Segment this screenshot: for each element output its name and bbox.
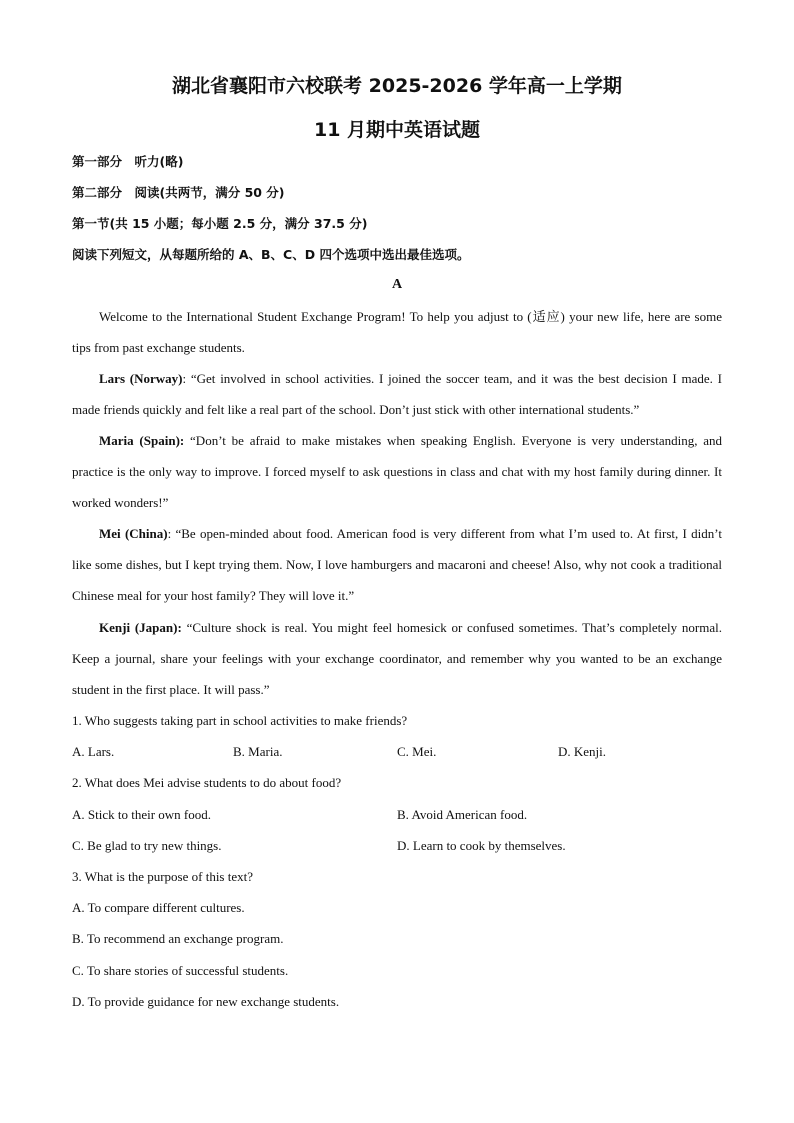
question-3-option-b: B. To recommend an exchange program. xyxy=(72,931,284,946)
question-1-option-d: D. Kenji. xyxy=(558,744,607,759)
tip-maria xyxy=(72,425,722,519)
section-heading-part1: 第一部分 听力(略) xyxy=(72,154,184,169)
question-2-option-a: A. Stick to their own food. xyxy=(72,807,212,822)
question-2-stem: 2. What does Mei advise students to do about food? xyxy=(72,775,342,790)
tip-text: “Be open-minded about food. American food is very different from what I’m used to. At first, I didn’t like some dishes, but I kept trying them. Now, I love hamburgers and macaroni and cheese! Also, why not cook a traditional Chinese meal for your host family? They will love it.” xyxy=(72,526,722,604)
question-1-stem: 1. Who suggests taking part in school activities to make friends? xyxy=(72,713,408,728)
tip-mei xyxy=(72,518,722,612)
tip-text: “Don’t be afraid to make mistakes when speaking English. Everyone is very understanding, and practice is the only way to improve. I forced myself to ask questions in class and chat with my host family during dinner. It worked wonders!” xyxy=(72,433,723,511)
section-instructions: 阅读下列短文，从每题所给的 A、B、C、D 四个选项中选出最佳选项。 xyxy=(72,247,470,262)
question-3-stem: 3. What is the purpose of this text? xyxy=(72,869,254,884)
question-2-option-b: B. Avoid American food. xyxy=(397,807,528,822)
question-3-option-a: A. To compare different cultures. xyxy=(72,900,245,915)
question-1-option-b: B. Maria. xyxy=(233,744,283,759)
passage-intro: Welcome to the International Student Exchange Program! To help you adjust to (适应) your new life, here are some tips from past exchange students. xyxy=(72,309,722,356)
question-1-option-a: A. Lars. xyxy=(72,744,115,759)
question-2-option-c: C. Be glad to try new things. xyxy=(72,838,222,853)
question-3-option-d: D. To provide guidance for new exchange students. xyxy=(72,994,340,1009)
tip-kenji xyxy=(72,612,722,706)
passage-letter: A xyxy=(391,277,403,292)
question-1-option-c: C. Mei. xyxy=(397,744,437,759)
section-heading-part2: 第二部分 阅读(共两节，满分 50 分) xyxy=(72,185,285,200)
tip-lars xyxy=(72,363,722,425)
tip-text: “Get involved in school activities. I joined the soccer team, and it was the best decision I made. I made friends quickly and felt like a real part of the school. Don’t just stick with other international students.” xyxy=(72,371,722,418)
tip-speaker: Kenji (Japan): xyxy=(99,620,182,635)
question-3-option-c: C. To share stories of successful students. xyxy=(72,963,289,978)
tip-separator: : xyxy=(167,526,176,541)
tip-text: “Culture shock is real. You might feel homesick or confused sometimes. That’s completely normal. Keep a journal, share your feelings with your exchange coordinator, and remember why you wanted to be an exchange student in the first place. It will pass.” xyxy=(72,620,723,698)
tip-separator: : xyxy=(182,371,191,386)
exam-title-line-2: 11 月期中英语试题 xyxy=(313,119,481,141)
tip-speaker: Mei (China) xyxy=(99,526,168,541)
question-2-option-d: D. Learn to cook by themselves. xyxy=(397,838,566,853)
exam-title-line-1: 湖北省襄阳市六校联考 2025-2026 学年高一上学期 xyxy=(172,75,622,97)
section-heading-subsection1: 第一节(共 15 小题；每小题 2.5 分，满分 37.5 分) xyxy=(72,216,368,231)
tip-speaker: Lars (Norway) xyxy=(99,371,183,386)
tip-speaker: Maria (Spain): xyxy=(99,433,185,448)
